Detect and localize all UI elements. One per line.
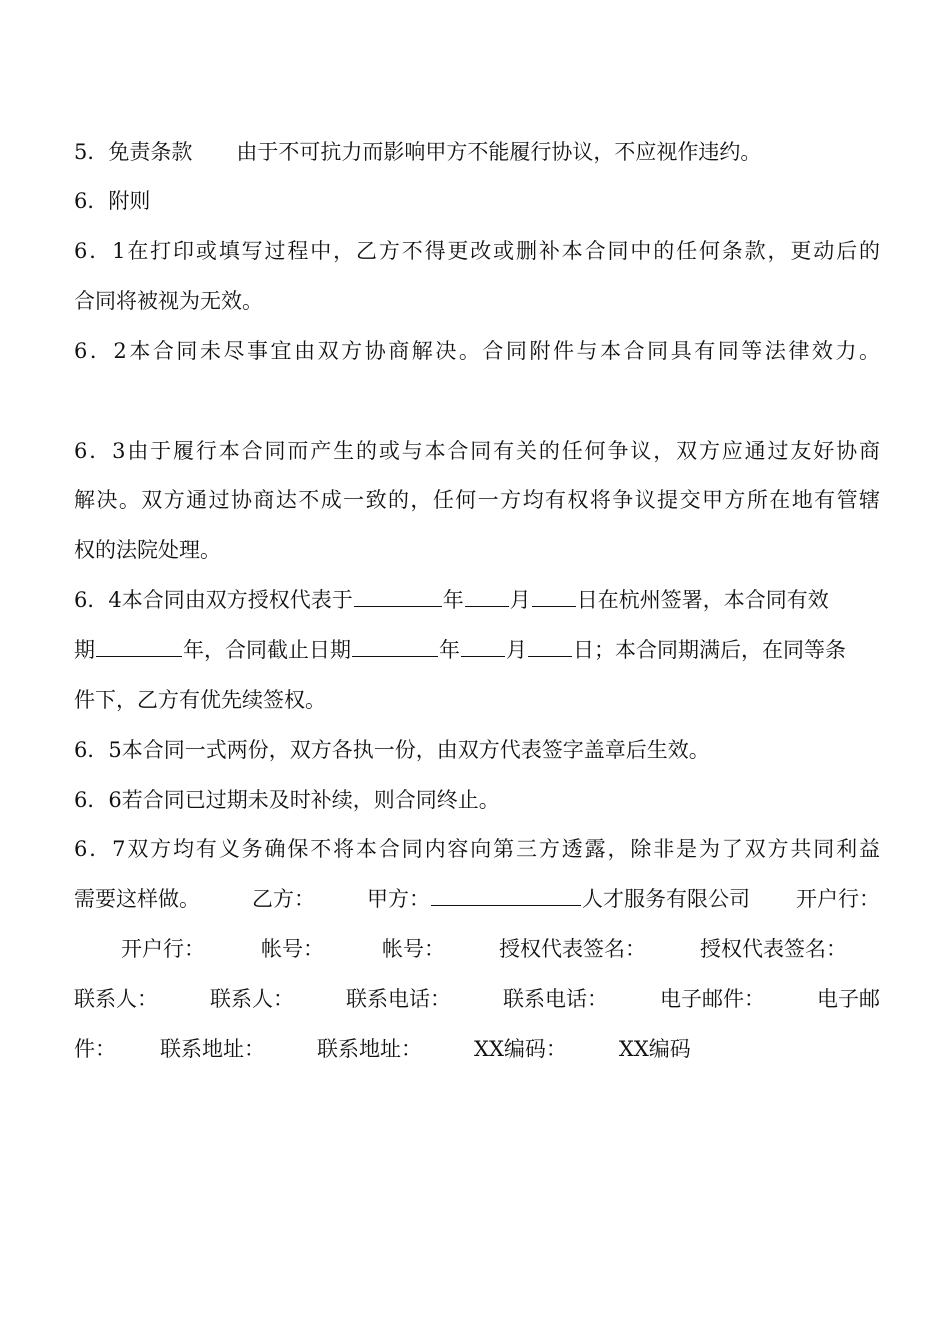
clause-6-7-line-1: 6．7双方均有义务确保不将本合同内容向第三方透露，除非是为了双方共同利益 bbox=[74, 837, 880, 861]
end-year-label: 年 bbox=[439, 638, 460, 662]
clause-6-4-line-1 bbox=[74, 585, 880, 615]
clause-6-6: 6．6若合同已过期未及时补续，则合同终止。 bbox=[74, 788, 500, 812]
clause-6-3-line-1: 6．3由于履行本合同而产生的或与本合同有关的任何争议，双方应通过友好协商 bbox=[74, 439, 880, 463]
end-day-blank[interactable] bbox=[528, 636, 572, 657]
account-label-a: 帐号： bbox=[261, 937, 324, 961]
bank-label-b: 开户行： bbox=[121, 937, 205, 961]
clause-6-4-line-3: 件下，乙方有优先续签权。 bbox=[74, 688, 326, 712]
signature-row-1 bbox=[74, 934, 880, 964]
authorized-signature-a: 授权代表签名： bbox=[499, 937, 646, 961]
email-label-b-cont: 件： bbox=[74, 1037, 116, 1061]
party-a-label: 甲方： bbox=[367, 887, 430, 911]
clause-6-1-line-1: 6．1在打印或填写过程中，乙方不得更改或删补本合同中的任何条款，更动后的 bbox=[74, 239, 880, 263]
email-label-b: 电子邮 bbox=[817, 987, 880, 1011]
clause-6-5: 6．5本合同一式两份，双方各执一份，由双方代表签字盖章后生效。 bbox=[74, 738, 710, 762]
day-place-label: 日在杭州签署，本合同有效 bbox=[576, 588, 829, 612]
signature-row-2 bbox=[74, 984, 880, 1014]
renewal-text: 日；本合同期满后，在同等条 bbox=[573, 638, 846, 662]
year-label: 年 bbox=[442, 588, 464, 612]
clause-6-1-line-2: 合同将被视为无效。 bbox=[74, 289, 263, 313]
phone-label-b: 联系电话： bbox=[503, 987, 608, 1011]
postcode-label-b: XX编码 bbox=[618, 1037, 691, 1061]
end-year-blank[interactable] bbox=[352, 636, 438, 657]
clause-6-2: 6．2本合同未尽事宜由双方协商解决。合同附件与本合同具有同等法律效力。 bbox=[74, 339, 880, 363]
clause-6-4-line-2 bbox=[74, 635, 880, 665]
clause-6-7-end: 需要这样做。 bbox=[74, 887, 200, 911]
email-label-a: 电子邮件： bbox=[660, 987, 765, 1011]
contact-label-b: 联系人： bbox=[210, 987, 294, 1011]
signature-row-3 bbox=[74, 1034, 880, 1064]
month-label: 月 bbox=[509, 588, 531, 612]
bank-label: 开户行： bbox=[796, 887, 880, 911]
party-b-label: 乙方： bbox=[252, 887, 315, 911]
address-label-a: 联系地址： bbox=[160, 1037, 265, 1061]
account-label-b: 帐号： bbox=[382, 937, 445, 961]
address-label-b: 联系地址： bbox=[317, 1037, 422, 1061]
term-label: 期 bbox=[74, 638, 95, 662]
clause-5-text: 由于不可抗力而影响甲方不能履行协议，不应视作违约。 bbox=[236, 140, 762, 164]
postcode-label-a: XX编码： bbox=[474, 1037, 567, 1061]
end-month-label: 月 bbox=[506, 638, 527, 662]
contact-label-a: 联系人： bbox=[74, 987, 158, 1011]
sign-day-blank[interactable] bbox=[532, 586, 576, 607]
clause-6-7-line-2 bbox=[74, 884, 880, 914]
authorized-signature-b: 授权代表签名： bbox=[700, 937, 847, 961]
party-a-name-blank[interactable] bbox=[431, 885, 581, 906]
sign-month-blank[interactable] bbox=[465, 586, 509, 607]
clause-6-3-line-2: 解决。双方通过协商达不成一致的，任何一方均有权将争议提交甲方所在地有管辖 bbox=[74, 488, 880, 512]
company-name: 人才服务有限公司 bbox=[582, 887, 750, 911]
sign-year-blank[interactable] bbox=[354, 586, 442, 607]
end-month-blank[interactable] bbox=[461, 636, 505, 657]
clause-5 bbox=[74, 137, 880, 167]
clause-6-4-text: 6．4本合同由双方授权代表于 bbox=[74, 588, 353, 612]
clause-6-3-line-3: 权的法院处理。 bbox=[74, 538, 221, 562]
phone-label-a: 联系电话： bbox=[346, 987, 451, 1011]
clause-6-heading: 6．附则 bbox=[74, 189, 151, 213]
clause-5-label: 5．免责条款 bbox=[74, 140, 193, 164]
term-years-blank[interactable] bbox=[96, 636, 182, 657]
end-date-label: 年，合同截止日期 bbox=[183, 638, 351, 662]
